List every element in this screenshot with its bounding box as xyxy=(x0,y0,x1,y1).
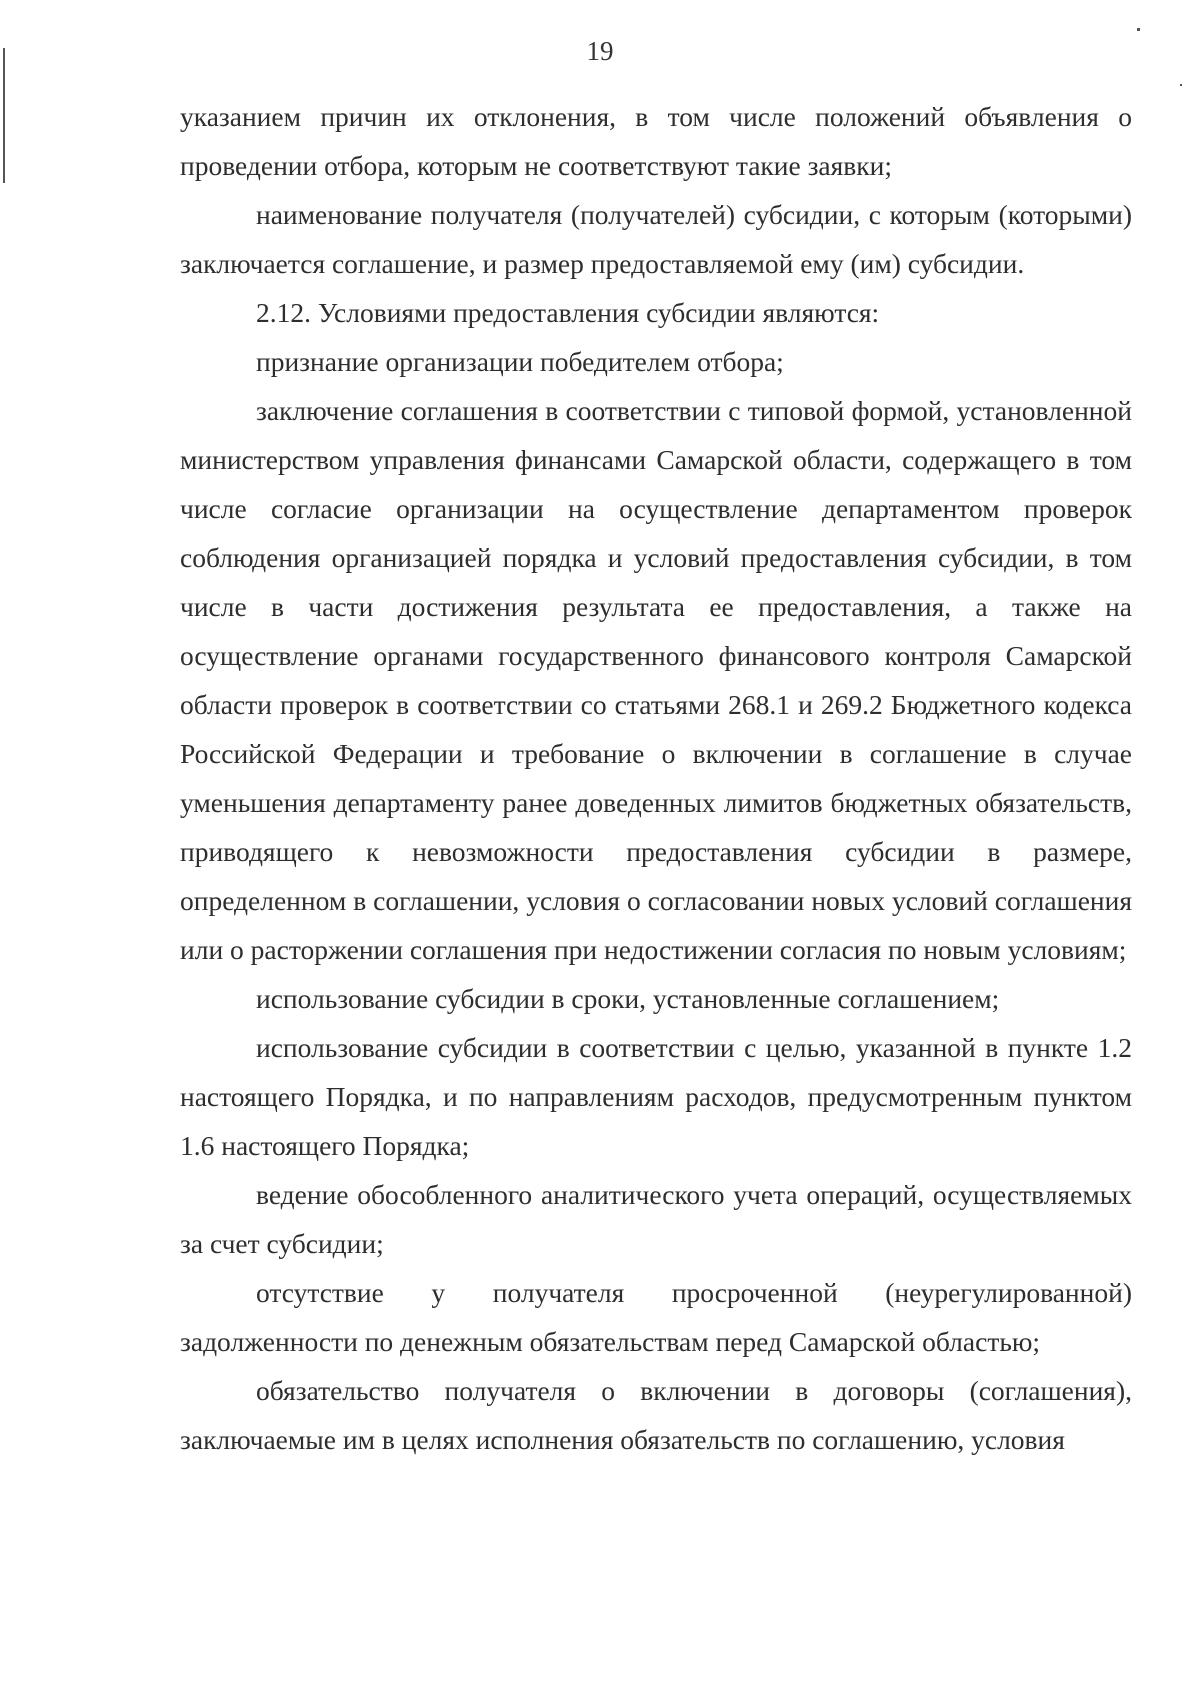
page-number: 19 xyxy=(586,36,614,66)
document-body xyxy=(180,92,1132,1464)
paragraph: использование субсидии в соответствии с целью, указанной в пункте 1.2 настоящего Порядка, и по направлениям расходов, предусмотренным пунктом 1.6 настоящего Порядка; xyxy=(180,1032,1132,1161)
paragraph: признание организации победителем отбора; xyxy=(256,346,784,377)
paragraph: ведение обособленного аналитического учета операций, осуществляемых за счет субсидии; xyxy=(180,1179,1132,1259)
paragraph: указанием причин их отклонения, в том числе положений объявления о проведении отбора, которым не соответствуют такие заявки; xyxy=(180,101,1132,181)
paragraph: использование субсидии в сроки, установленные соглашением; xyxy=(256,983,1000,1014)
scan-edge-mark xyxy=(3,48,5,183)
paragraph: 2.12. Условиями предоставления субсидии являются: xyxy=(256,297,880,328)
scan-dot-mark xyxy=(1137,28,1140,31)
paragraph: заключение соглашения в соответствии с типовой формой, установленной министерством управления финансами Самарской области, содержащего в том числе согласие организации на осуществление департаментом проверок соблюдения организацией порядка и условий предоставления субсидии, в том числе в части достижения результата ее предоставления, а также на осуществление органами государственного финансового контроля Самарской области проверок в соответствии со статьями 268.1 и 269.2 Бюджетного кодекса Российской Федерации и требование о включении в соглашение в случае уменьшения департаменту ранее доведенных лимитов бюджетных обязательств, приводящего к невозможности предоставления субсидии в размере, определенном в соглашении, условия о согласовании новых условий соглашения или о расторжении соглашения при недостижении согласия по новым условиям; xyxy=(180,395,1132,965)
scan-dot-mark xyxy=(1180,84,1182,86)
paragraph: обязательство получателя о включении в договоры (соглашения), заключаемые им в целях исполнения обязательств по соглашению, условия xyxy=(180,1375,1132,1455)
paragraph: отсутствие у получателя просроченной (неурегулированной) задолженности по денежным обязательствам перед Самарской областью; xyxy=(180,1277,1132,1357)
paragraph: наименование получателя (получателей) субсидии, с которым (которыми) заключается соглашение, и размер предоставляемой ему (им) субсидии. xyxy=(180,199,1132,279)
